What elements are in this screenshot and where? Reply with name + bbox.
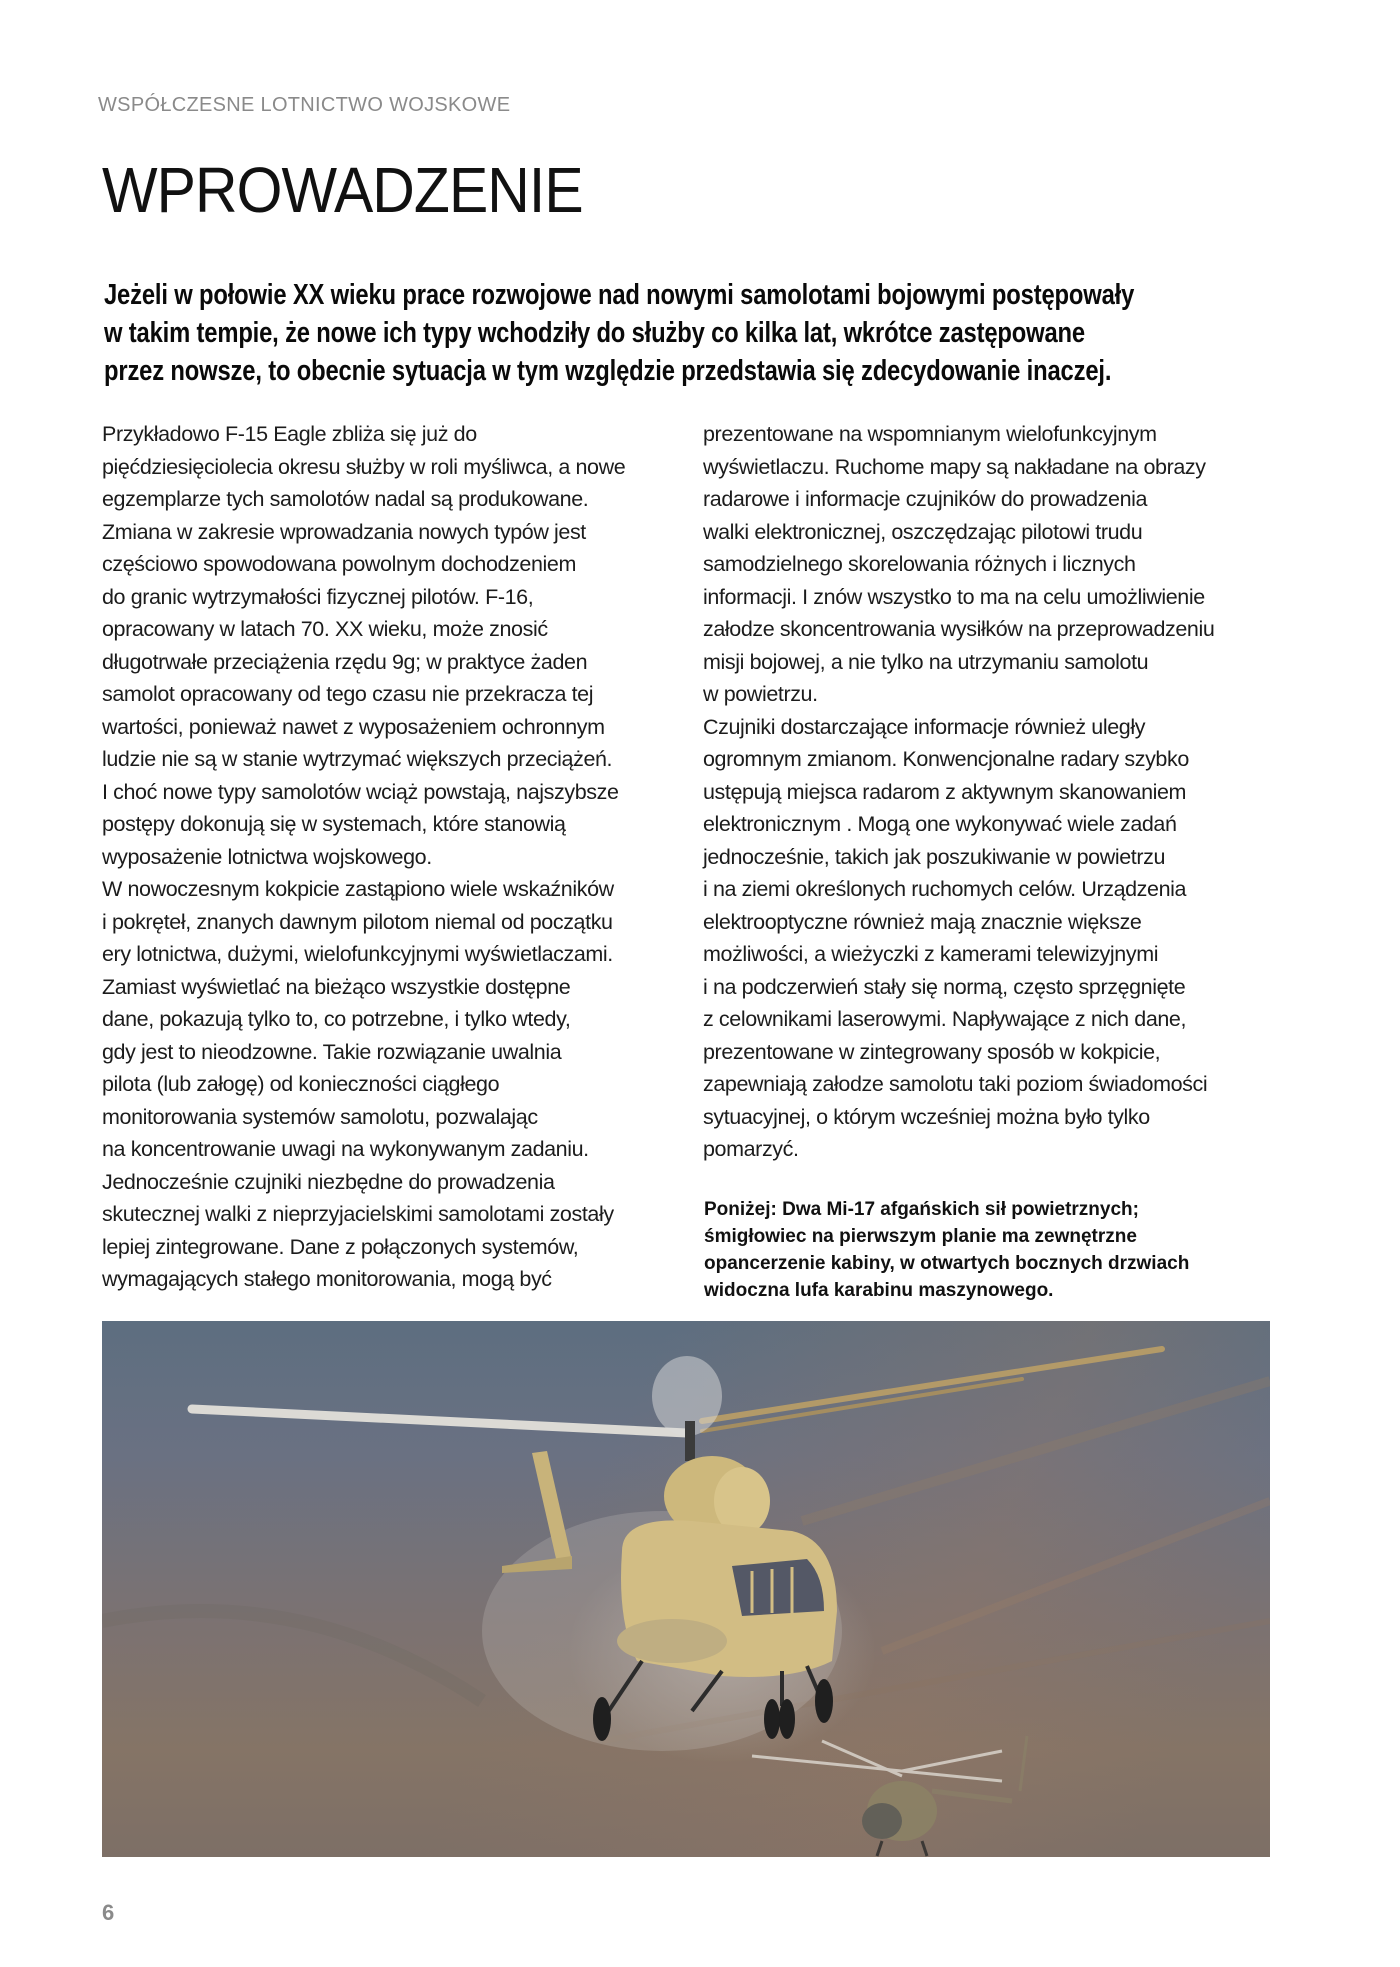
text-line: sytuacyjnej, o którym wcześniej można było tylko <box>703 1104 1150 1129</box>
text-line: Zmiana w zakresie wprowadzania nowych typów jest <box>102 519 586 544</box>
helicopters-illustration <box>102 1321 1270 1857</box>
text-line: elektrooptyczne również mają znacznie większe <box>703 909 1142 934</box>
text-line: z celownikami laserowymi. Napływające z nich dane, <box>703 1007 1187 1031</box>
text-line: prezentowane w zintegrowany sposób w kokpicie, <box>703 1039 1161 1064</box>
text-line: Zamiast wyświetlać na bieżąco wszystkie dostępne <box>102 974 571 999</box>
text-line: walki elektronicznej, oszczędzając pilotowi trudu <box>703 519 1143 544</box>
text-line: wymagających stałego monitorowania, mogą być <box>102 1267 552 1291</box>
text-line: samolot opracowany od tego czasu nie przekracza tej <box>102 682 594 706</box>
text-line: i na ziemi określonych ruchomych celów. Urządzenia <box>703 877 1187 901</box>
text-line: Jednocześnie czujniki niezbędne do prowadzenia <box>102 1169 555 1194</box>
text-line: ogromnym zmianom. Konwencjonalne radary szybko <box>703 747 1189 771</box>
text-line: pięćdziesięciolecia okresu służby w roli myśliwca, a nowe <box>102 454 626 479</box>
text-line: lepiej zintegrowane. Dane z połączonych systemów, <box>102 1234 579 1259</box>
text-line: informacji. I znów wszystko to ma na celu umożliwienie <box>703 584 1205 609</box>
text-line: możliwości, a wieżyczki z kamerami telewizyjnymi <box>703 942 1159 966</box>
body-column-left <box>102 418 682 1296</box>
text-line: wyposażenie lotnictwa wojskowego. <box>102 844 432 869</box>
text-line: gdy jest to nieodzowne. Takie rozwiązanie uwalnia <box>102 1039 562 1064</box>
text-line: załodze skoncentrowania wysiłków na przeprowadzeniu <box>703 617 1215 641</box>
lead-line: Jeżeli w połowie XX wieku prace rozwojowe nad nowymi samolotami bojowymi postępowały <box>104 279 1135 311</box>
caption-line: śmigłowiec na pierwszym planie ma zewnętrzne <box>704 1226 1137 1247</box>
text-line: wyświetlaczu. Ruchome mapy są nakładane na obrazy <box>703 454 1206 479</box>
text-line: do granic wytrzymałości fizycznej pilotów. F-16, <box>102 584 534 609</box>
text-line: radarowe i informacje czujników do prowadzenia <box>703 487 1148 511</box>
text-line: I choć nowe typy samolotów wciąż powstają, najszybsze <box>102 779 619 804</box>
text-line: egzemplarze tych samolotów nadal są produkowane. <box>102 487 589 511</box>
text-line: ustępują miejsca radarom z aktywnym skanowaniem <box>703 779 1187 804</box>
text-line: na koncentrowanie uwagi na wykonywanym zadaniu. <box>102 1137 589 1161</box>
text-line: W nowoczesnym kokpicie zastąpiono wiele wskaźników <box>102 877 614 901</box>
text-line: opracowany w latach 70. XX wieku, może znosić <box>102 617 548 641</box>
text-line: i na podczerwień stały się normą, często sprzęgnięte <box>703 974 1186 999</box>
text-line: Czujniki dostarczające informacje również uległy <box>703 714 1146 739</box>
text-line: elektronicznym . Mogą one wykonywać wiele zadań <box>703 812 1177 836</box>
lead-paragraph <box>104 276 1170 390</box>
helicopter-photo <box>102 1321 1270 1857</box>
page-title: WPROWADZENIE <box>102 154 583 226</box>
text-line: pilota (lub załogę) od konieczności ciągłego <box>102 1072 500 1096</box>
page-number: 6 <box>102 1900 115 1925</box>
text-line: ery lotnictwa, dużymi, wielofunkcyjnymi wyświetlaczami. <box>102 942 613 966</box>
text-line: Przykładowo F-15 Eagle zbliża się już do <box>102 422 477 446</box>
text-line: samodzielnego skorelowania różnych i licznych <box>703 552 1136 576</box>
text-line: postępy dokonują się w systemach, które stanowią <box>102 812 566 836</box>
text-line: częściowo spowodowana powolnym dochodzeniem <box>102 552 576 576</box>
text-line: skutecznej walki z nieprzyjacielskimi samolotami zostały <box>102 1202 614 1226</box>
text-line: wartości, ponieważ nawet z wyposażeniem ochronnym <box>102 714 605 739</box>
text-line: jednocześnie, takich jak poszukiwanie w powietrzu <box>703 844 1166 869</box>
text-line: misji bojowej, a nie tylko na utrzymaniu samolotu <box>703 649 1149 674</box>
text-line: długotrwałe przeciążenia rzędu 9g; w praktyce żaden <box>102 649 588 674</box>
photo-caption <box>704 1196 1284 1304</box>
text-line: zapewniają załodze samolotu taki poziom świadomości <box>703 1072 1208 1096</box>
caption-line: widoczna lufa karabinu maszynowego. <box>704 1280 1054 1301</box>
caption-line: opancerzenie kabiny, w otwartych bocznych drzwiach <box>704 1253 1190 1274</box>
text-line: w powietrzu. <box>703 682 818 706</box>
text-line: i pokręteł, znanych dawnym pilotom niemal od początku <box>102 909 613 934</box>
running-head: WSPÓŁCZESNE LOTNICTWO WOJSKOWE <box>98 94 511 116</box>
text-line: dane, pokazują tylko to, co potrzebne, i tylko wtedy, <box>102 1007 571 1031</box>
text-line: monitorowania systemów samolotu, pozwalając <box>102 1104 538 1129</box>
caption-line: Poniżej: Dwa Mi-17 afgańskich sił powietrznych; <box>704 1199 1139 1220</box>
text-line: ludzie nie są w stanie wytrzymać większych przeciążeń. <box>102 747 613 771</box>
body-column-right <box>703 418 1283 1166</box>
background-helicopter <box>752 1736 1027 1856</box>
text-line: prezentowane na wspomnianym wielofunkcyjnym <box>703 422 1157 446</box>
lead-line: w takim tempie, że nowe ich typy wchodziły do służby co kilka lat, wkrótce zastępowane <box>104 317 1085 349</box>
text-line: pomarzyć. <box>703 1137 799 1161</box>
lead-line: przez nowsze, to obecnie sytuacja w tym względzie przedstawia się zdecydowanie inaczej. <box>104 355 1112 387</box>
